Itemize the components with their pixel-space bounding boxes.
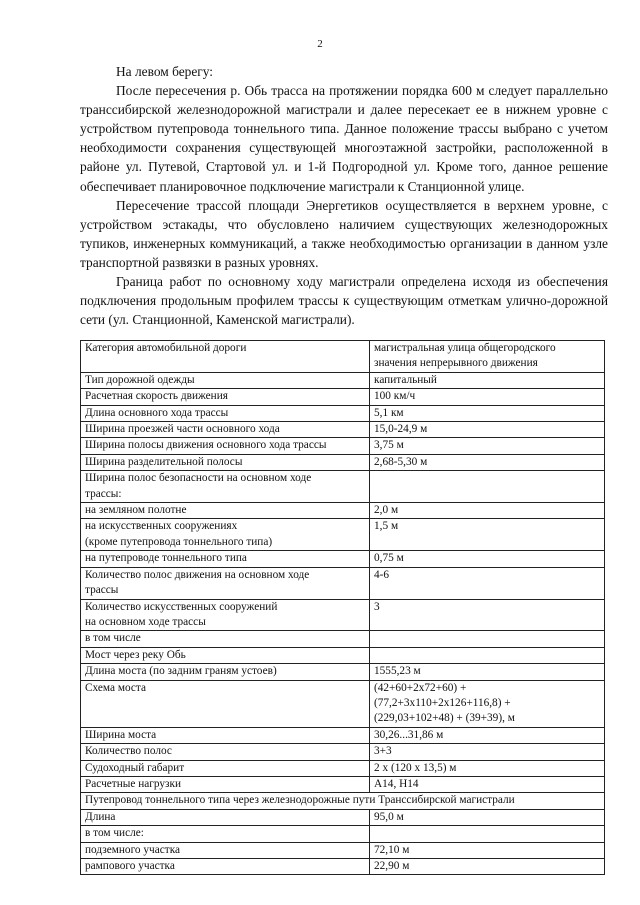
table-row xyxy=(81,793,605,809)
value-cell xyxy=(370,647,605,663)
table-row xyxy=(81,372,605,388)
table-row xyxy=(81,471,605,503)
param-cell: Ширина полосы движения основного хода трассы xyxy=(81,438,370,454)
value-cell: 3 xyxy=(370,599,605,631)
table-row xyxy=(81,760,605,776)
param-cell: Расчетные нагрузки xyxy=(81,776,370,792)
value-cell: 0,75 м xyxy=(370,551,605,567)
table-row xyxy=(81,826,605,842)
value-cell xyxy=(370,826,605,842)
value-cell: 15,0-24,9 м xyxy=(370,422,605,438)
value-cell: 1555,23 м xyxy=(370,664,605,680)
param-cell: на земляном полотне xyxy=(81,503,370,519)
table-row xyxy=(81,551,605,567)
table-row xyxy=(81,776,605,792)
param-cell: Длина основного хода трассы xyxy=(81,405,370,421)
value-cell: 22,90 м xyxy=(370,859,605,875)
param-cell: Количество искусственных сооружений на основном ходе трассы xyxy=(81,599,370,631)
param-cell: Ширина проезжей части основного хода xyxy=(81,422,370,438)
table-row xyxy=(81,859,605,875)
paragraph: Пересечение трассой площади Энергетиков осуществляется в верхнем уровне, с устройством эстакады, что обусловлено наличием существующих железнодорожных тупиков, инженерных коммуникаций, а также необходимостью организации в данном узле транспортной развязки в разных уровнях. xyxy=(80,197,608,270)
value-cell: 2,0 м xyxy=(370,503,605,519)
value-cell: капитальный xyxy=(370,372,605,388)
value-cell: (42+60+2x72+60) + (77,2+3x110+2x126+116,8) + (229,03+102+48) + (39+39), м xyxy=(370,680,605,727)
paragraph: После пересечения р. Обь трасса на протяжении порядка 600 м следует параллельно транссибирской железнодорожной магистрали и далее пересекает ее в нижнем уровне с устройством путепровода тоннельного типа. Данное положение трассы выбрано с учетом необходимости сохранения существующей многоэтажной застройки, расположенной в районе ул. Путевой, Стартовой ул. и 1-й Подгородной ул. Кроме того, данное решение обеспечивает планировочное подключение магистрали к Станционной улице. xyxy=(80,83,608,194)
param-cell: Количество полос движения на основном ходе трассы xyxy=(81,567,370,599)
value-cell: 3+3 xyxy=(370,744,605,760)
value-cell: 2 х (120 х 13,5) м xyxy=(370,760,605,776)
param-cell: рампового участка xyxy=(81,859,370,875)
value-cell: 95,0 м xyxy=(370,809,605,825)
value-cell: 2,68-5,30 м xyxy=(370,454,605,470)
paragraph: Граница работ по основному ходу магистрали определена исходя из обеспечения подключения продольным профилем трассы к существующим отметкам улично-дорожной сети (ул. Станционной, Каменской магистрали). xyxy=(80,274,608,328)
param-cell: на искусственных сооружениях (кроме путепровода тоннельного типа) xyxy=(81,519,370,551)
value-cell: А14, Н14 xyxy=(370,776,605,792)
param-cell: Тип дорожной одежды xyxy=(81,372,370,388)
param-cell: Длина моста (по задним граням устоев) xyxy=(81,664,370,680)
table-row xyxy=(81,422,605,438)
table-row xyxy=(81,519,605,551)
value-cell: магистральная улица общегородского значения непрерывного движения xyxy=(370,341,605,373)
value-cell: 1,5 м xyxy=(370,519,605,551)
table-row xyxy=(81,341,605,373)
body-text xyxy=(80,62,608,329)
table-row xyxy=(81,389,605,405)
param-cell: на путепроводе тоннельного типа xyxy=(81,551,370,567)
param-cell: Длина xyxy=(81,809,370,825)
value-cell: 100 км/ч xyxy=(370,389,605,405)
page-number: 2 xyxy=(317,38,323,50)
param-cell: Ширина моста xyxy=(81,727,370,743)
param-cell: Ширина полос безопасности на основном ходе трассы: xyxy=(81,471,370,503)
value-cell: 5,1 км xyxy=(370,405,605,421)
table-row xyxy=(81,744,605,760)
param-cell: Категория автомобильной дороги xyxy=(81,341,370,373)
param-cell: в том числе: xyxy=(81,826,370,842)
table-row xyxy=(81,647,605,663)
param-cell: подземного участка xyxy=(81,842,370,858)
table-row xyxy=(81,664,605,680)
value-cell: 4-6 xyxy=(370,567,605,599)
paragraph: На левом берегу: xyxy=(116,64,214,79)
specification-table xyxy=(80,340,605,875)
table-row xyxy=(81,438,605,454)
table-row xyxy=(81,599,605,631)
param-cell: Мост через реку Обь xyxy=(81,647,370,663)
table-row xyxy=(81,405,605,421)
param-cell: Судоходный габарит xyxy=(81,760,370,776)
table-row xyxy=(81,567,605,599)
value-cell xyxy=(370,631,605,647)
table-row xyxy=(81,809,605,825)
table-row xyxy=(81,842,605,858)
table-row xyxy=(81,503,605,519)
table-row xyxy=(81,727,605,743)
table-row xyxy=(81,680,605,727)
param-cell: Количество полос xyxy=(81,744,370,760)
value-cell: 72,10 м xyxy=(370,842,605,858)
value-cell: 30,26...31,86 м xyxy=(370,727,605,743)
param-cell: Схема моста xyxy=(81,680,370,727)
table-span-cell: Путепровод тоннельного типа через железнодорожные пути Транссибирской магистрали xyxy=(81,793,605,809)
value-cell: 3,75 м xyxy=(370,438,605,454)
param-cell: Ширина разделительной полосы xyxy=(81,454,370,470)
table-row xyxy=(81,631,605,647)
param-cell: Расчетная скорость движения xyxy=(81,389,370,405)
param-cell: в том числе xyxy=(81,631,370,647)
value-cell xyxy=(370,471,605,503)
table-row xyxy=(81,454,605,470)
